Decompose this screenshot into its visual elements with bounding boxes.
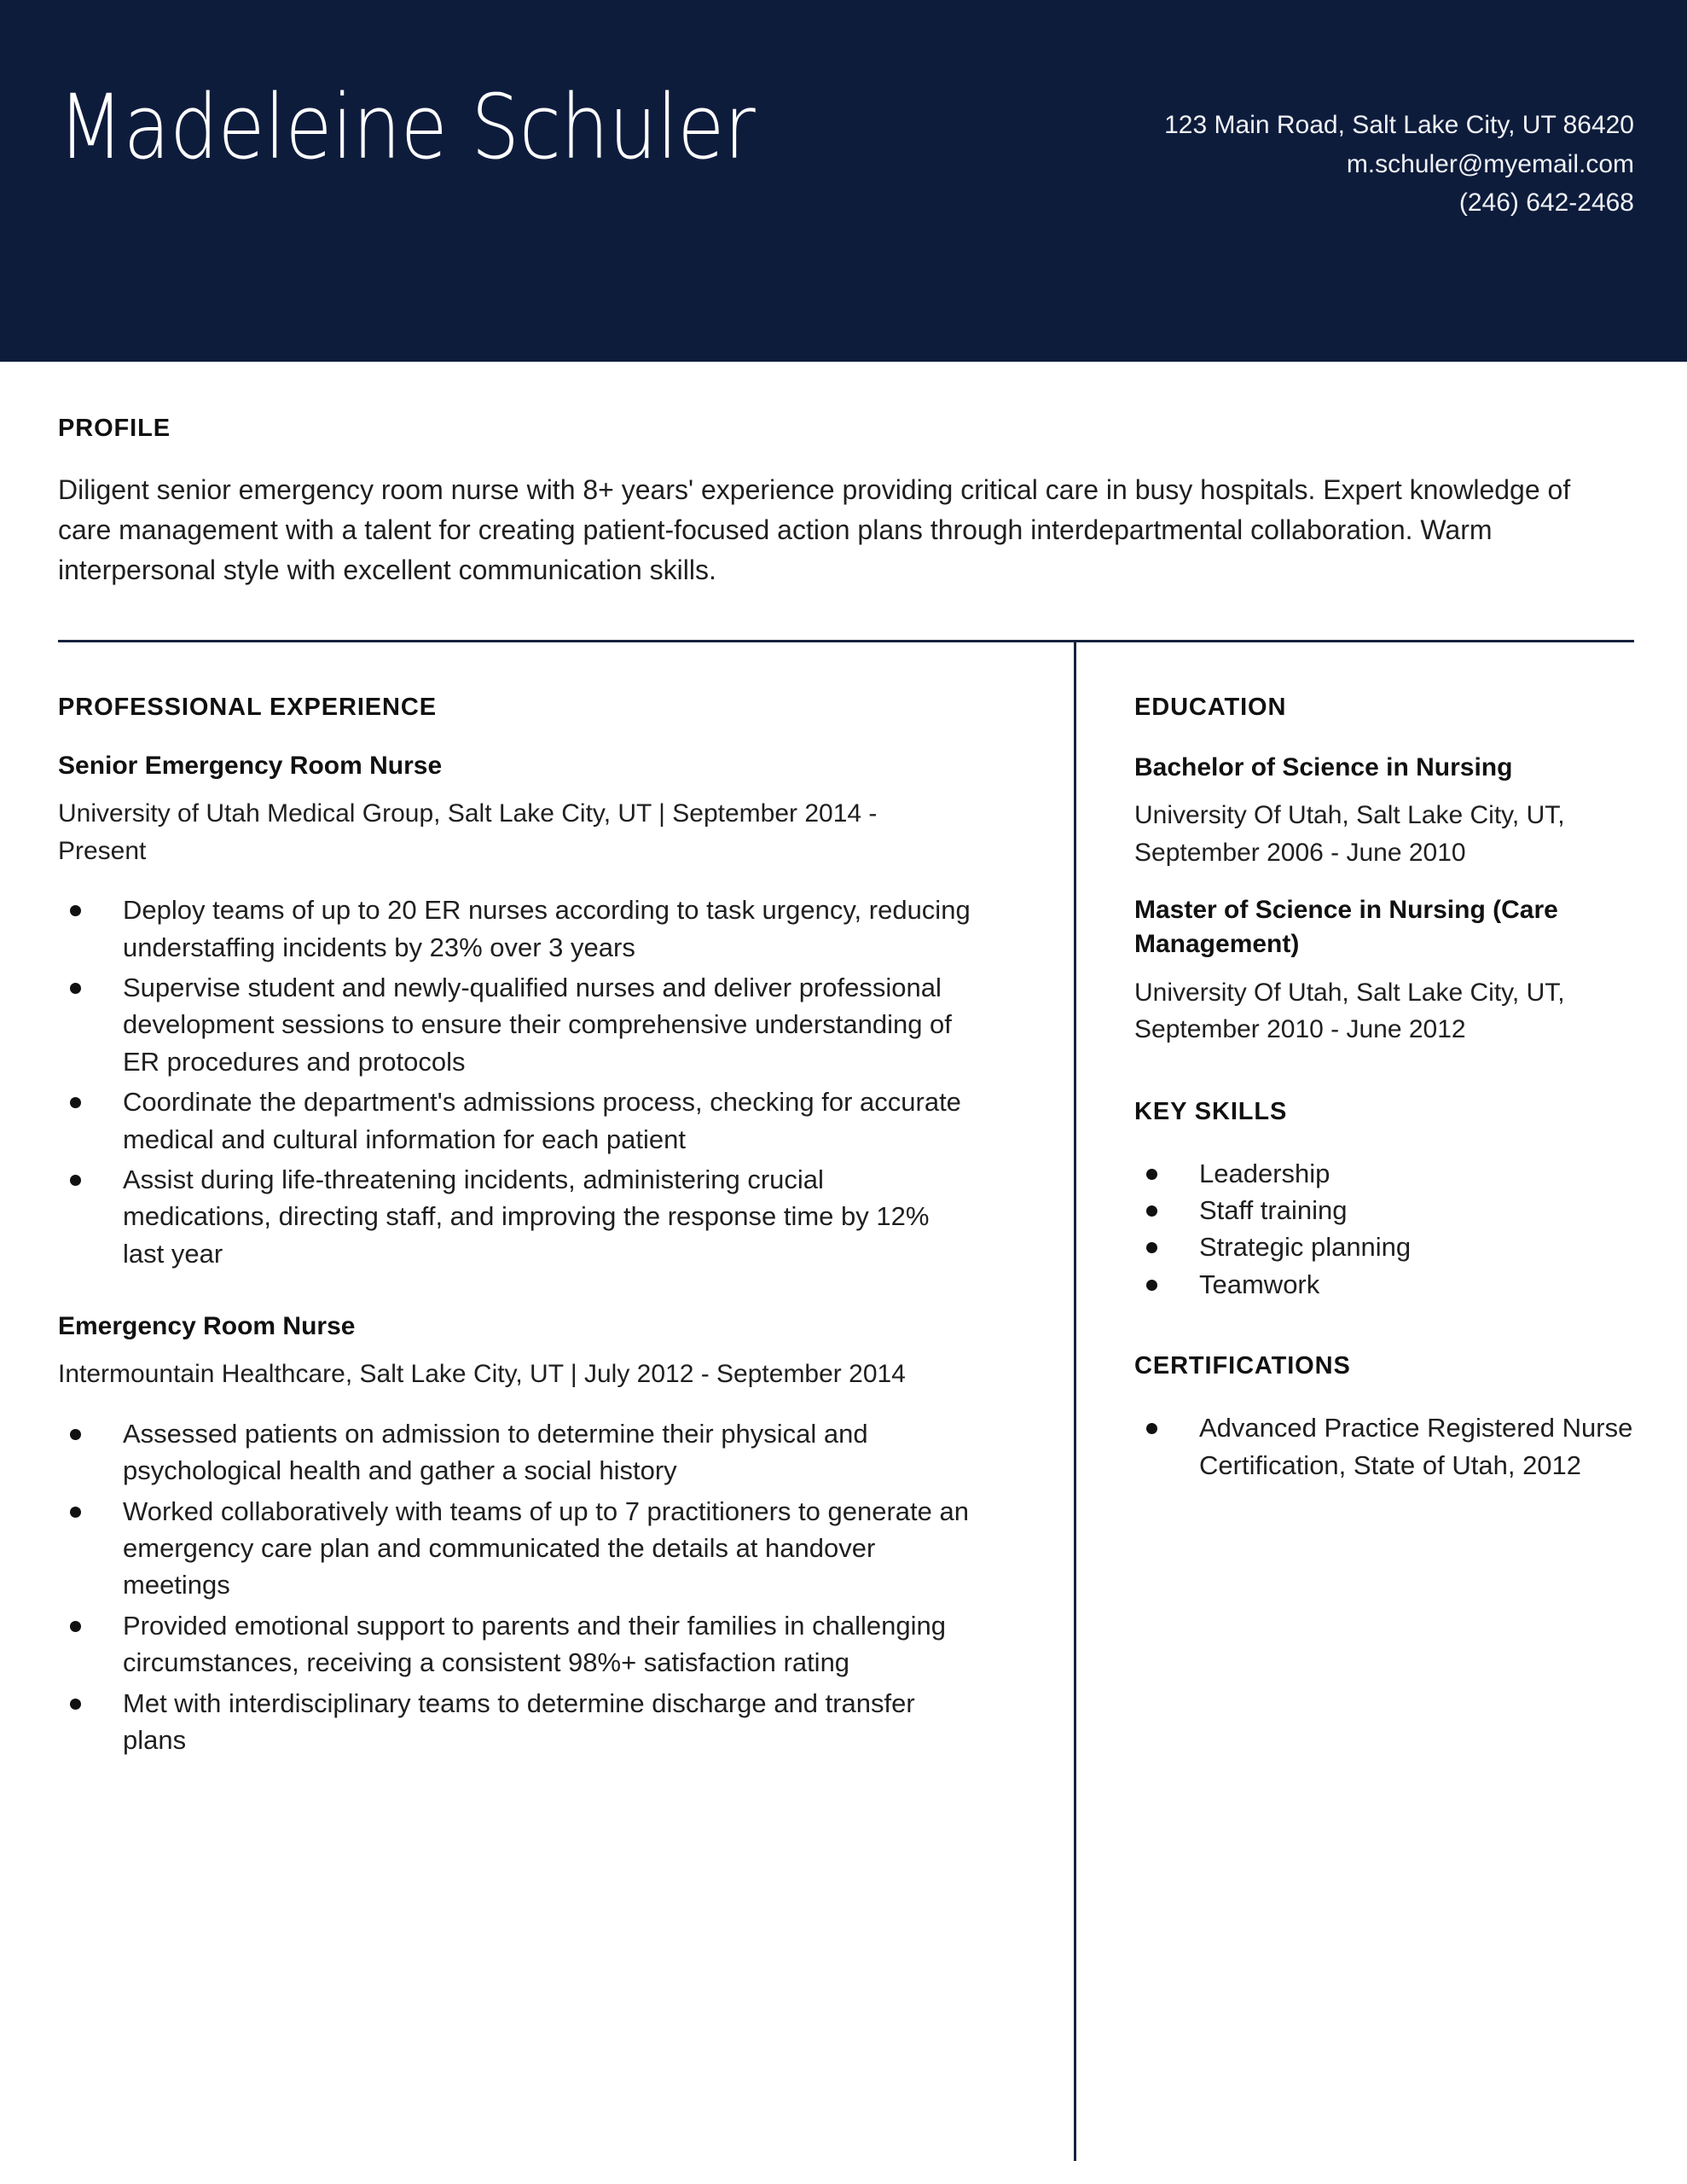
job-bullet-list — [58, 892, 971, 1272]
list-item — [58, 1083, 971, 1158]
bullet-icon — [70, 1175, 81, 1186]
bullet-icon — [1146, 1423, 1157, 1434]
page-title: Madeleine Schuler — [58, 75, 756, 179]
list-item — [58, 1415, 971, 1490]
contact-info — [1164, 82, 1634, 223]
job-title: Emergency Room Nurse — [58, 1312, 356, 1341]
header-content — [58, 75, 1634, 223]
list-item — [58, 1685, 971, 1759]
body-columns — [0, 642, 1687, 2161]
job-meta: Intermountain Healthcare, Salt Lake City, UT | July 2012 - September 2014 — [58, 1360, 906, 1389]
list-item-text: Staff training — [1199, 1195, 1348, 1226]
list-item-text: Coordinate the department's admissions process, checking for accurate medical and cultural information for each patient — [123, 1087, 961, 1154]
list-item-text: Assist during life-threatening incidents, administering crucial medications, directing staff, and improving the response time by 12% last year — [123, 1165, 930, 1269]
bullet-icon — [70, 1621, 81, 1632]
list-item-text: Assessed patients on admission to determine their physical and psychological health and gather a social history — [123, 1418, 868, 1486]
list-item-text: Leadership — [1199, 1158, 1330, 1188]
list-item-text: Teamwork — [1199, 1269, 1320, 1299]
degree-title: Bachelor of Science in Nursing — [1134, 753, 1513, 782]
list-item-text: Advanced Practice Registered Nurse Certification, State of Utah, 2012 — [1199, 1413, 1633, 1480]
profile-heading: PROFILE — [58, 415, 171, 442]
degree-meta: University Of Utah, Salt Lake City, UT, September 2006 - June 2010 — [1134, 801, 1565, 867]
certifications-list — [1134, 1409, 1634, 1484]
list-item-text: Supervise student and newly-qualified nurses and deliver professional development sessions to ensure their comprehensive understanding of ER procedures and protocols — [123, 973, 952, 1077]
bullet-icon — [1146, 1205, 1157, 1217]
profile-section — [0, 362, 1687, 642]
experience-entry — [58, 1310, 971, 1758]
list-item — [58, 892, 971, 966]
education-entry — [1134, 893, 1634, 1048]
experience-entry — [58, 749, 971, 1272]
contact-address: 123 Main Road, Salt Lake City, UT 86420 — [1164, 111, 1634, 139]
list-item-text: Strategic planning — [1199, 1232, 1412, 1263]
bullet-icon — [70, 1429, 81, 1440]
contact-phone[interactable]: (246) 642-2468 — [1458, 189, 1634, 218]
bullet-icon — [1146, 1169, 1157, 1180]
right-column — [1076, 642, 1687, 2161]
job-bullet-list — [58, 1415, 971, 1759]
list-item-text: Deploy teams of up to 20 ER nurses according to task urgency, reducing understaffing incidents by 23% over 3 years — [123, 895, 971, 962]
list-item — [58, 1161, 971, 1272]
list-item — [1134, 1266, 1634, 1303]
list-item-text: Provided emotional support to parents and their families in challenging circumstances, receiving a consistent 98%+ satisfaction rating — [123, 1610, 947, 1678]
list-item — [58, 969, 971, 1080]
job-meta: University of Utah Medical Group, Salt Lake City, UT | September 2014 - Present — [58, 799, 878, 865]
degree-title: Master of Science in Nursing (Care Management) — [1134, 896, 1558, 959]
key-skills-heading: KEY SKILLS — [1134, 1097, 1288, 1125]
list-item — [1134, 1155, 1634, 1192]
contact-email[interactable]: m.schuler@myemail.com — [1346, 149, 1634, 178]
bullet-icon — [70, 905, 81, 916]
resume-header-band — [0, 0, 1687, 362]
bullet-icon — [70, 1097, 81, 1108]
job-title: Senior Emergency Room Nurse — [58, 752, 443, 781]
certifications-heading: CERTIFICATIONS — [1134, 1352, 1351, 1380]
key-skills-list — [1134, 1155, 1634, 1304]
left-column — [0, 642, 1076, 2161]
bullet-icon — [70, 983, 81, 994]
list-item — [1134, 1192, 1634, 1228]
list-item — [58, 1493, 971, 1604]
degree-meta: University Of Utah, Salt Lake City, UT, September 2010 - June 2012 — [1134, 978, 1565, 1044]
profile-text: Diligent senior emergency room nurse with 8+ years' experience providing critical care in busy hospitals. Expert knowledge of care management with a talent for creating patient-focused action plans through interdepartmental collaboration. Warm interpersonal style with excellent communication skills. — [58, 474, 1571, 586]
list-item-text: Worked collaboratively with teams of up to 7 practitioners to generate an emergency care plan and communicated the details at handover meetings — [123, 1496, 969, 1600]
bullet-icon — [70, 1507, 81, 1518]
bullet-icon — [1146, 1242, 1157, 1253]
list-item — [58, 1607, 971, 1682]
experience-heading: PROFESSIONAL EXPERIENCE — [58, 694, 437, 722]
education-heading: EDUCATION — [1134, 694, 1287, 722]
list-item — [1134, 1409, 1634, 1484]
list-item — [1134, 1228, 1634, 1265]
list-item-text: Met with interdisciplinary teams to determine discharge and transfer plans — [123, 1687, 915, 1755]
bullet-icon — [70, 1699, 81, 1710]
education-entry — [1134, 751, 1634, 871]
bullet-icon — [1146, 1280, 1157, 1291]
